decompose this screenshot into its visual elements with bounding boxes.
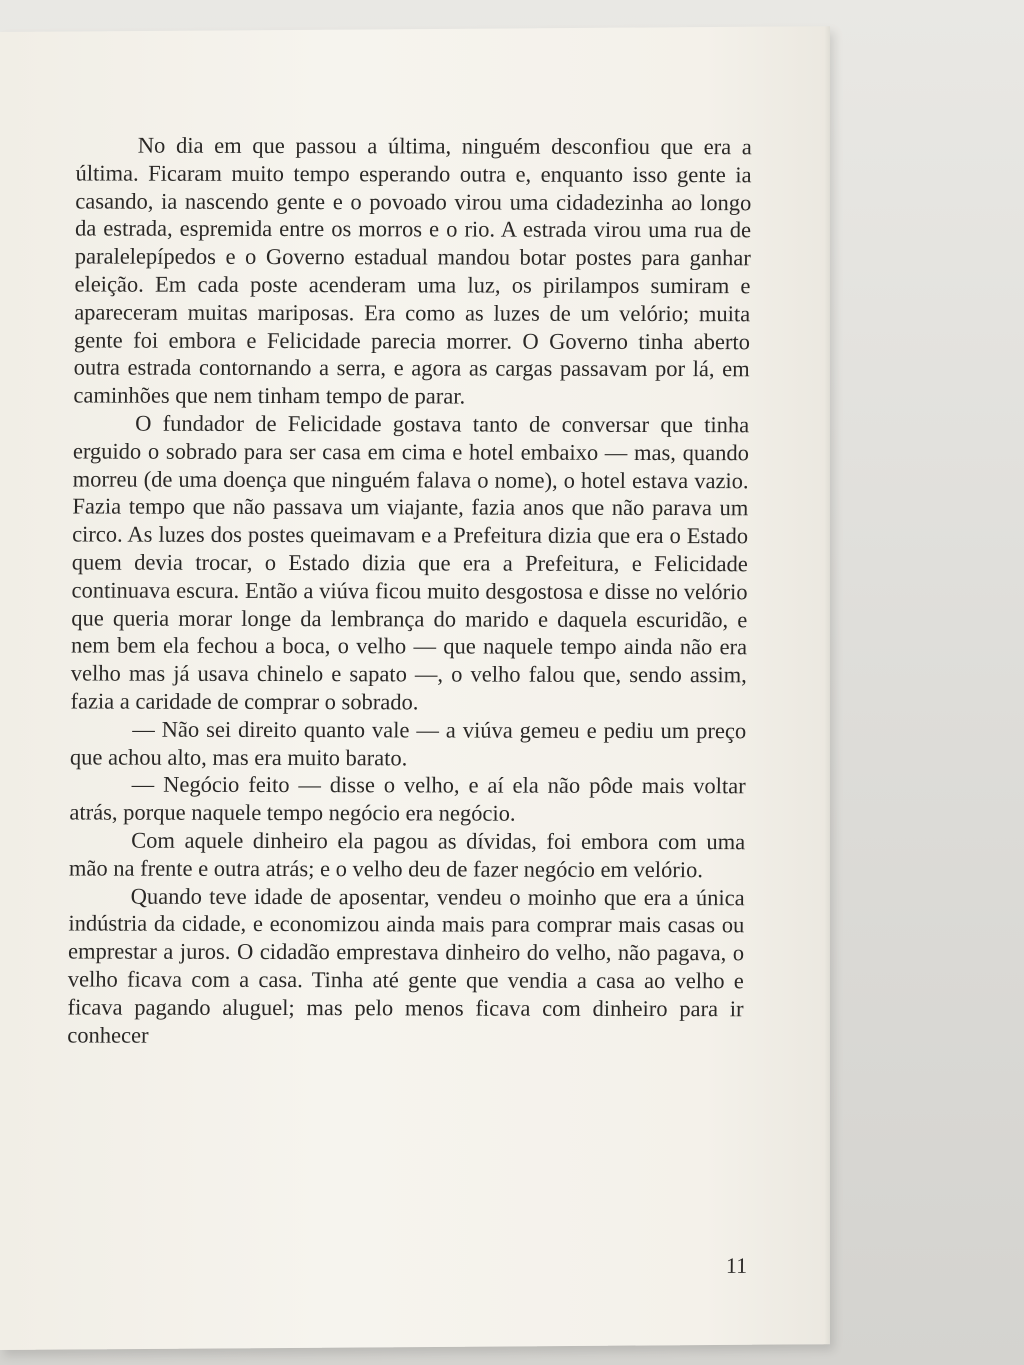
paragraph-6: Quando teve idade de aposentar, vendeu o moinho que era a única indústria da cidade, e economizou ainda mais para comprar mais casas ou emprestar a juros. O cidadão emprestava dinheiro do velho, não pagava, o velho ficava com a casa. Tinha até gente que vendia a casa ao velho e ficava pagando aluguel; mas pelo menos ficava com dinheiro para ir conhecer xyxy=(67,883,745,1048)
paragraph-5: Com aquele dinheiro ela pagou as dívidas, foi embora com uma mão na frente e outra atrás; e o velho deu de fazer negócio em velório. xyxy=(68,827,746,882)
book-page xyxy=(0,26,830,1350)
paragraph-1: No dia em que passou a última, ninguém desconfiou que era a última. Ficaram muito tempo esperando outra e, enquanto isso gente ia casando, ia nascendo gente e o povoado virou uma cidadezinha ao longo da estrada, espremida entre os morros e o rio. A estrada virou uma rua de paralelepípedos e o Governo estadual mandou botar postes para ganhar eleição. Em cada poste acenderam uma luz, os pirilampos sumiram e apareceram muitas mariposas. Era como as luzes de um velório; muita gente foi embora e Felicidade parecia morrer. O Governo tinha aberto outra estrada contornando a serra, e agora as cargas passavam por lá, em caminhões que nem tinham tempo de parar. xyxy=(73,132,752,409)
page-edge-shadow xyxy=(824,26,830,1344)
page-number: 11 xyxy=(725,1252,748,1278)
paragraph-2: O fundador de Felicidade gostava tanto de conversar que tinha erguido o sobrado para ser casa em cima e hotel embaixo — mas, quando morreu (de uma doença que ninguém falava o nome), o hotel estava vazio. Fazia tempo que não passava um viajante, fazia anos que não parava um circo. As luzes dos postes queimavam e a Prefeitura dizia que era o Estado quem devia trocar, o Estado dizia que era a Prefeitura, e Felicidade continuava escura. Então a viúva ficou muito desgostosa e disse no velório que queria morar longe da lembrança do marido e daquela escuridão, e nem bem ela fechou a boca, o velho — que naquele tempo ainda não era velho mas já usava chinelo e sapato —, o velho falou que, sendo assim, fazia a caridade de comprar o sobrado. xyxy=(70,410,750,715)
body-text xyxy=(67,131,752,1050)
paragraph-3-dialogue: — Não sei direito quanto vale — a viúva gemeu e pediu um preço que achou alto, mas era muito barato. xyxy=(69,716,747,770)
paragraph-4-dialogue: — Negócio feito — disse o velho, e aí ela não pôde mais voltar atrás, porque naquele tempo negócio era negócio. xyxy=(69,771,746,826)
